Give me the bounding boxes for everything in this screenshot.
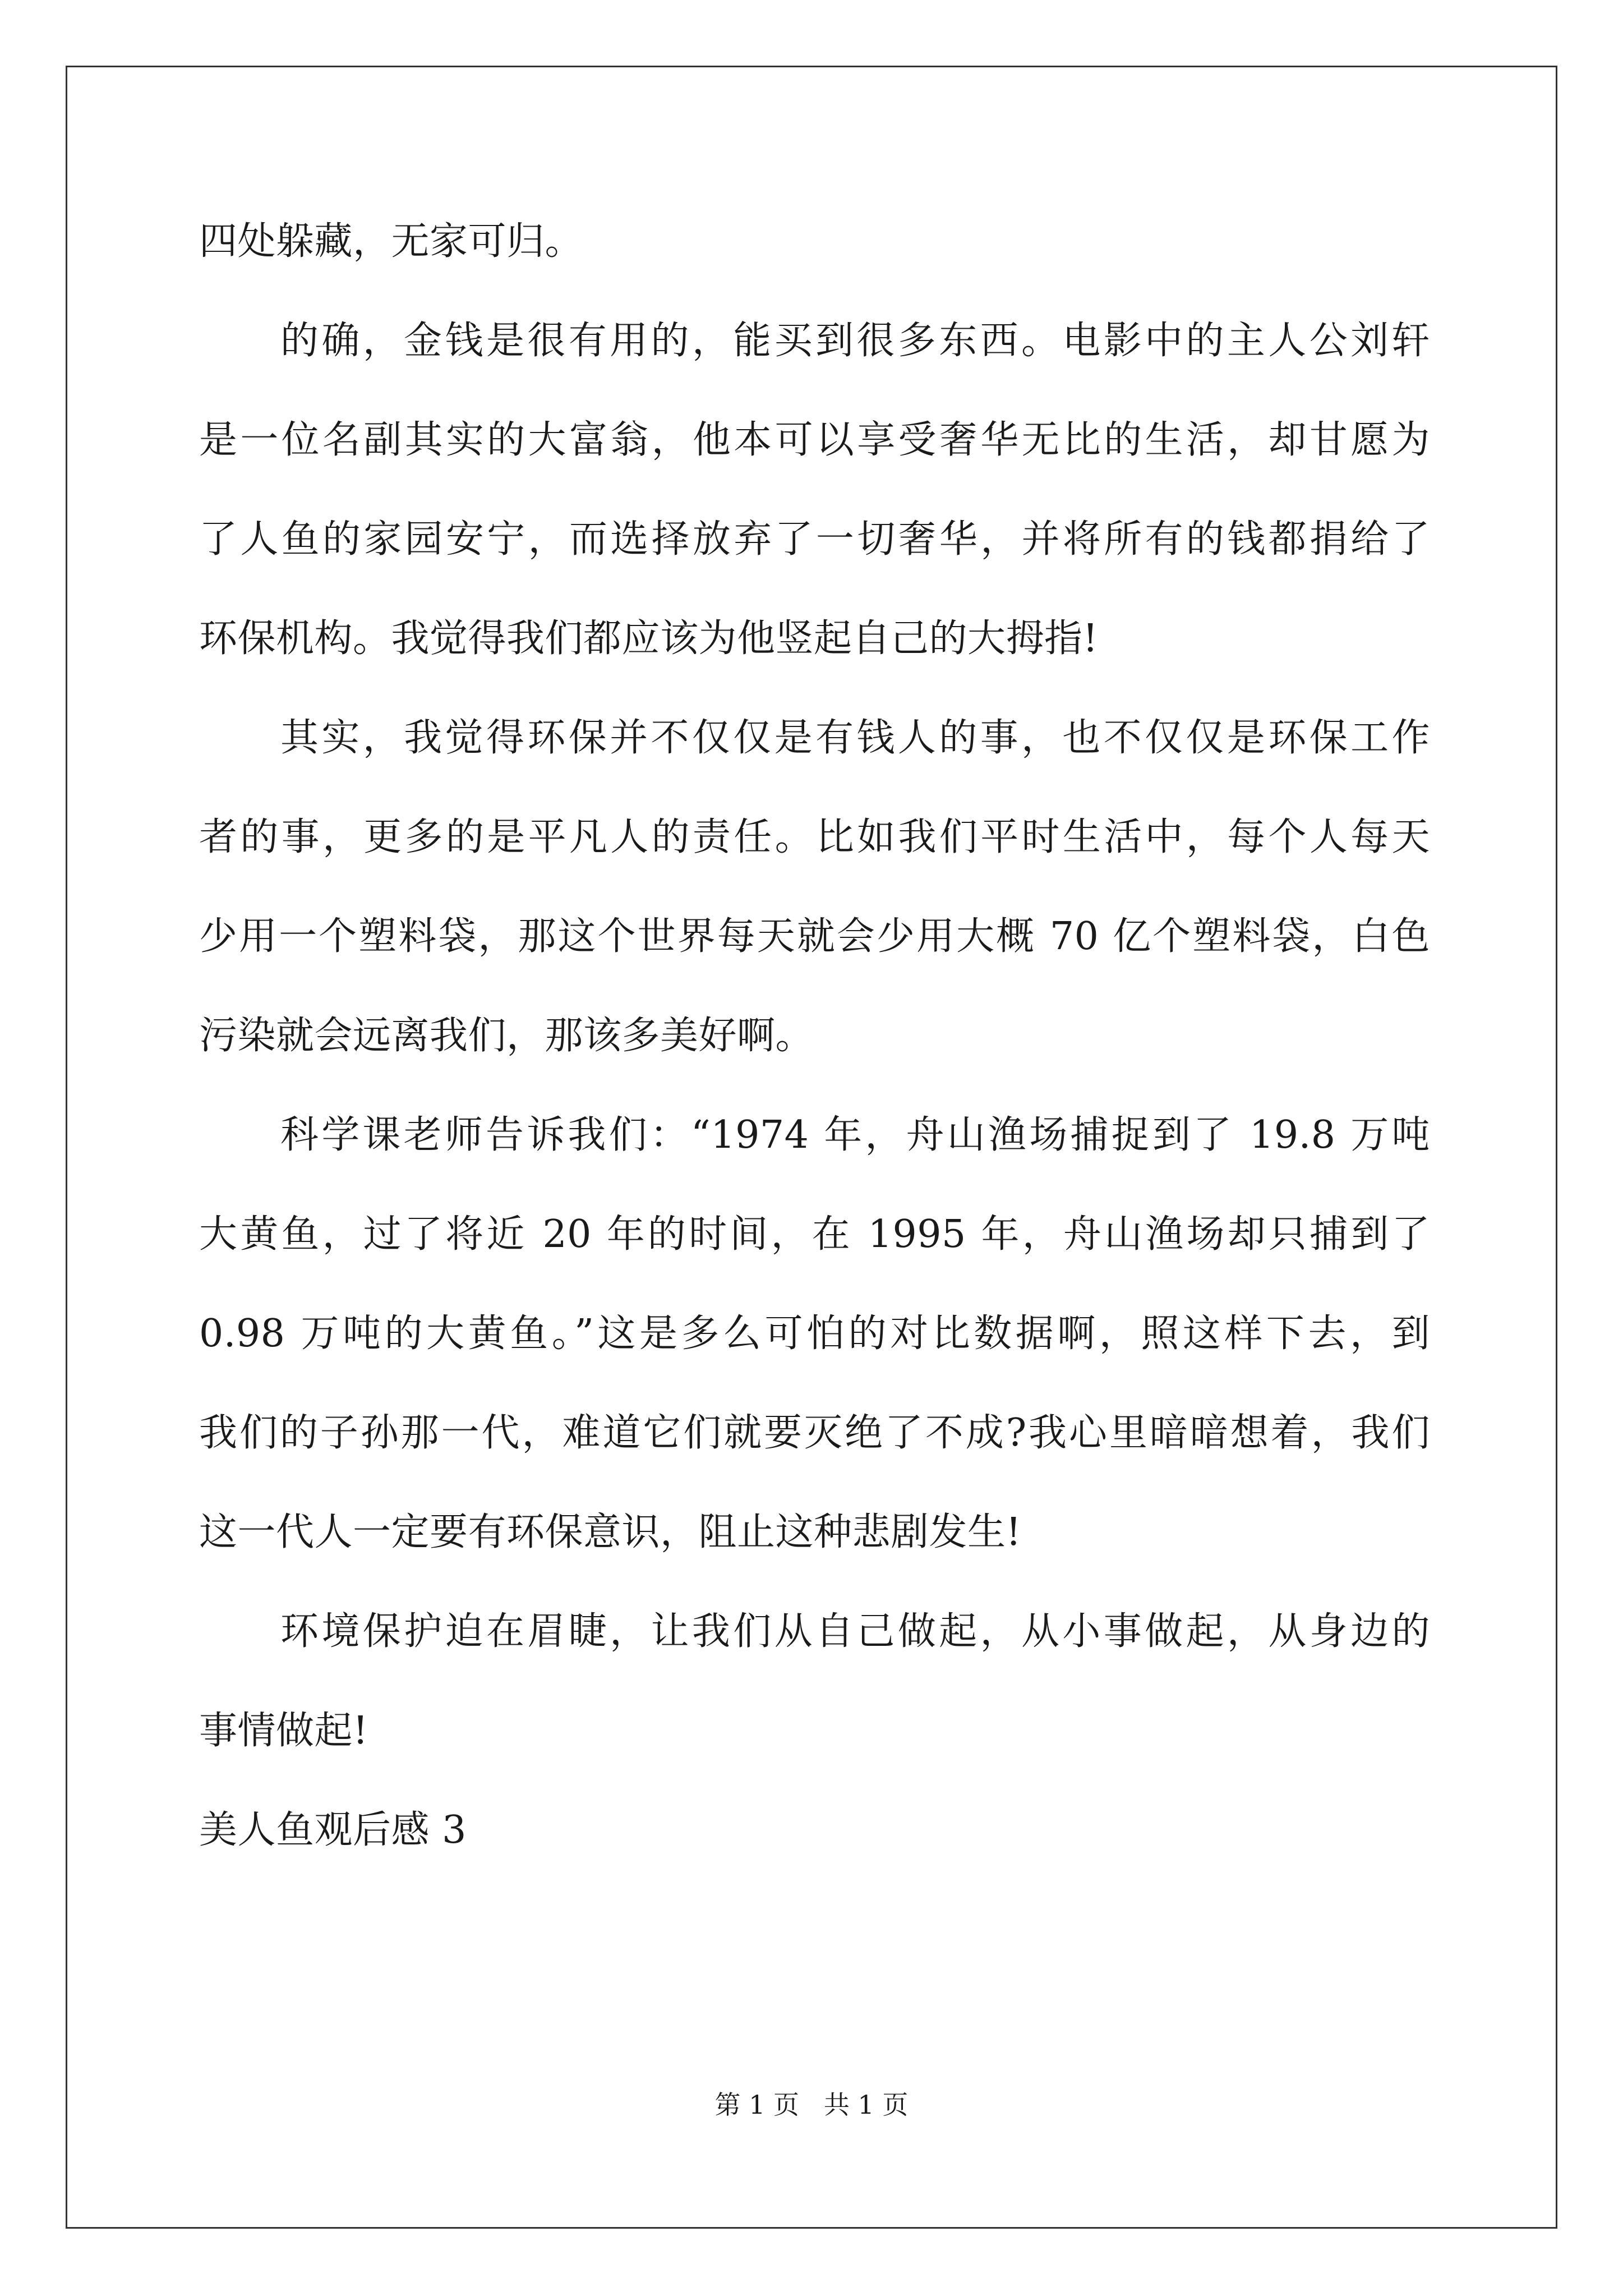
text-line: 是一位名副其实的大富翁，他本可以享受奢华无比的生活，却甘愿为 xyxy=(199,418,1430,462)
text-line: 环保机构。我觉得我们都应该为他竖起自己的大拇指! xyxy=(199,616,1099,661)
text-line: 我们的子孙那一代，难道它们就要灭绝了不成?我心里暗暗想着，我们 xyxy=(199,1411,1430,1455)
paragraph-first-line: 环境保护迫在眉睫，让我们从自己做起，从小事做起，从身边的 xyxy=(280,1609,1430,1654)
text-line: 了人鱼的家园安宁，而选择放弃了一切奢华，并将所有的钱都捐给了 xyxy=(199,517,1430,562)
paragraph-first-line: 的确，金钱是很有用的，能买到很多东西。电影中的主人公刘轩 xyxy=(280,319,1430,363)
text-line: 污染就会远离我们，那该多美好啊。 xyxy=(199,1014,814,1058)
text-line: 这一代人一定要有环保意识，阻止这种悲剧发生! xyxy=(199,1510,1022,1554)
document-body xyxy=(199,216,1430,1904)
text-line: 者的事，更多的是平凡人的责任。比如我们平时生活中，每个人每天 xyxy=(199,815,1430,859)
page-number-footer: 第 1 页 共 1 页 xyxy=(714,2090,909,2120)
text-line: 四处躲藏，无家可归。 xyxy=(199,219,584,264)
text-line: 事情做起! xyxy=(199,1709,368,1753)
text-line: 0.98 万吨的大黄鱼。”这是多么可怕的对比数据啊，照这样下去，到 xyxy=(199,1312,1430,1356)
text-line: 大黄鱼，过了将近 20 年的时间，在 1995 年，舟山渔场却只捕到了 xyxy=(199,1212,1430,1257)
text-line: 少用一个塑料袋，那这个世界每天就会少用大概 70 亿个塑料袋，白色 xyxy=(199,914,1430,959)
section-heading: 美人鱼观后感 3 xyxy=(199,1808,467,1852)
paragraph-first-line: 科学课老师告诉我们：“1974 年，舟山渔场捕捉到了 19.8 万吨 xyxy=(280,1113,1430,1157)
paragraph-first-line: 其实，我觉得环保并不仅仅是有钱人的事，也不仅仅是环保工作 xyxy=(280,716,1430,760)
